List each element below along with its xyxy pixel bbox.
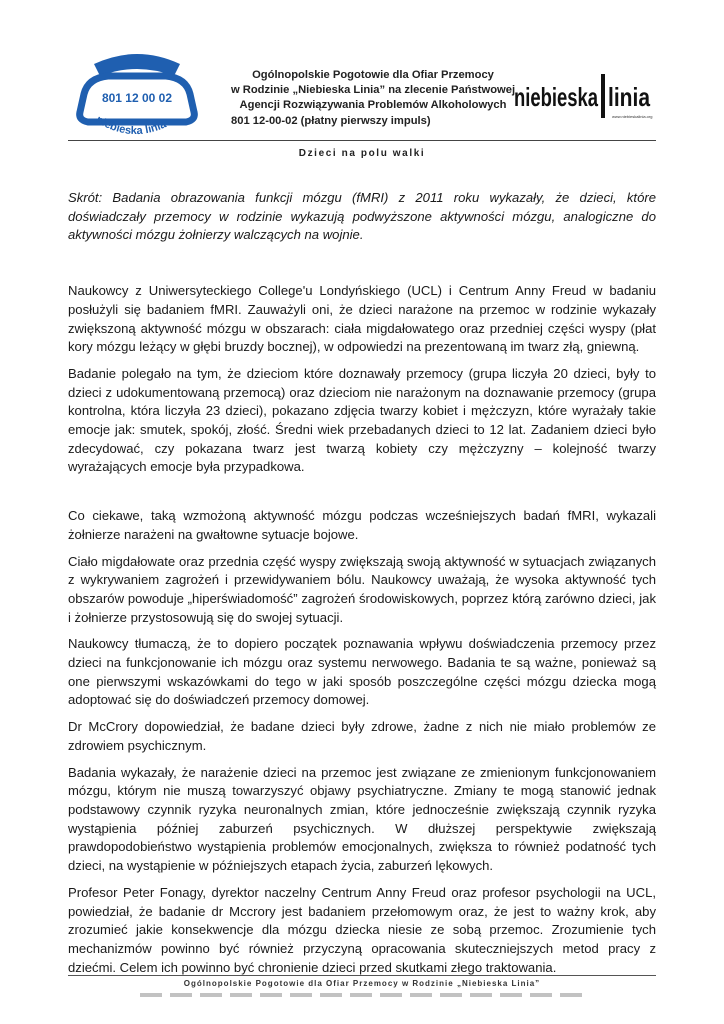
abstract-paragraph: Skrót: Badania obrazowania funkcji mózgu (fMRI) z 2011 roku wykazały, że dzieci, które doświadczały przemocy w rodzinie wykazują podwyższone aktywności mózgu, analogiczne do aktywności mózgu żołnierzy walczących na wojnie. — [68, 190, 656, 243]
footer-text: Ogólnopolskie Pogotowie dla Ofiar Przemocy w Rodzinie „Niebieska Linia” — [183, 979, 541, 988]
brand-logo-part2: linia — [608, 82, 651, 112]
niebieska-linia-logo — [514, 68, 654, 128]
brand-logo-part1: niebieska — [514, 82, 599, 112]
brand-logo-url: www.niebieskalinia.org — [612, 114, 653, 119]
paragraph-1: Naukowcy z Uniwersyteckiego College'u Londyńskiego (UCL) i Centrum Anny Freud w badaniu posłużyli się badaniem fMRI. Zauważyli oni, że dzieci narażone na przemoc w rodzinie wykazały zwiększoną aktywność mózgu w obszarach: ciała migdałowatego oraz przedniej części wyspy (płat kory mózgu leżący w głębi bruzdy bocznej), w odpowiedzi na prezentowaną im twarz złą, gniewną. — [68, 283, 656, 355]
header-divider — [68, 140, 656, 141]
section-title: Dzieci na polu walki — [298, 148, 426, 159]
footer-divider — [68, 975, 656, 976]
phone-logo-number: 801 12 00 02 — [101, 91, 173, 105]
paragraph-7: Badania wykazały, że narażenie dzieci na przemoc jest związane ze zmienionym funkcjonowaniem mózgu, którym nie muszą towarzyszyć objawy psychiatryczne. Zmiany te mogą stanowić jednak podstawowy czynnik ryzyka neuronalnych zmian, które jednocześnie zwiększają czynnik ryzyka wystąpienia później zaburzeń psychicznych. W dłuższej perspektywie zwiększają prawdopodobieństwo wystąpienia problemów emocjonalnych, zwiększa to również podatność tych dzieci, na wystąpienie w późniejszych etapach życia, zaburzeń lękowych. — [68, 764, 656, 874]
paragraph-3: Co ciekawe, taką wzmożoną aktywność mózgu podczas wcześniejszych badań fMRI, wykazali żołnierze narażeni na gwałtowne sytuacje bojowe. — [68, 508, 656, 542]
header-line-4: 801 12-00-02 (płatny pierwszy impuls) — [231, 114, 431, 127]
paragraph-8: Profesor Peter Fonagy, dyrektor naczelny Centrum Anny Freud oraz profesor psychologii na UCL, powiedział, że badanie dr Mccrory jest badaniem przełomowym oraz, że jest to ważny krok, aby zrozumieć jakie konsekwencje dla mózgu dziecka niesie ze sobą przemoc. Zrozumienie tych mechanizmów powinno być również przyczyną opracowania skuteczniejszych metod pracy z dziećmi. Celem ich powinno być chronienie dzieci przed skutkami złego traktowania. — [68, 884, 656, 975]
footer-cutoff-line — [140, 993, 590, 997]
paragraph-4: Ciało migdałowate oraz przednia część wyspy zwiększają swoją aktywność w sytuacjach związanych z wykrywaniem zagrożeń i przewidywaniem bólu. Naukowcy uważają, że wysoka aktywność tych obszarów powoduje „hiperświadomość” zagrożeń środowiskowych, poprzez którą zarówno dzieci, jak i żołnierze przystosowują się do swojej sytuacji. — [68, 553, 656, 625]
header-line-3: Agencji Rozwiązywania Problemów Alkoholowych — [239, 99, 507, 112]
paragraph-6: Dr McCrory dopowiedział, że badane dzieci były zdrowe, żadne z nich nie miało problemów ze zdrowiem psychicznym. — [68, 719, 656, 753]
paragraph-2: Badanie polegało na tym, że dzieciom które doznawały przemocy (grupa liczyła 20 dzieci, były to dzieci z udokumentowaną przemocą) oraz dzieciom nie narażonym na doznawanie przemocy (grupa kontrolna, która liczyła 23 dzieci), pokazano zdjęcia twarzy kobiet i mężczyzn, które wyrażały takie emocje jak: smutek, spokój, złość. Średni wiek przebadanych dzieci to 12 lat. Zadaniem dzieci było zdecydować, czy pokazana twarz jest twarzą kobiety czy mężczyzny – kolejność twarzy wyrażających emocje była przypadkowa. — [68, 365, 656, 475]
article-body — [68, 189, 656, 985]
telephone-icon — [74, 50, 200, 142]
paragraph-5: Naukowcy tłumaczą, że to dopiero początek poznawania wpływu doświadczenia przemocy przez dzieci na funkcjonowanie ich mózgu oraz systemu nerwowego. Badania te są ważne, ponieważ są one pierwszymi wskazówkami do tego w jaki sposób poszczególne części mózgu dziecka mogą adoptować się do doświadczeń przemocy domowej. — [68, 636, 656, 708]
letterhead — [68, 40, 658, 140]
header-line-2: w Rodzinie „Niebieska Linia” na zlecenie Państwowej — [230, 84, 516, 97]
phone-logo-arc-text: niebieska linia — [93, 113, 169, 138]
header-text-block — [223, 68, 523, 129]
header-line-1: Ogólnopolskie Pogotowie dla Ofiar Przemocy — [252, 69, 494, 81]
